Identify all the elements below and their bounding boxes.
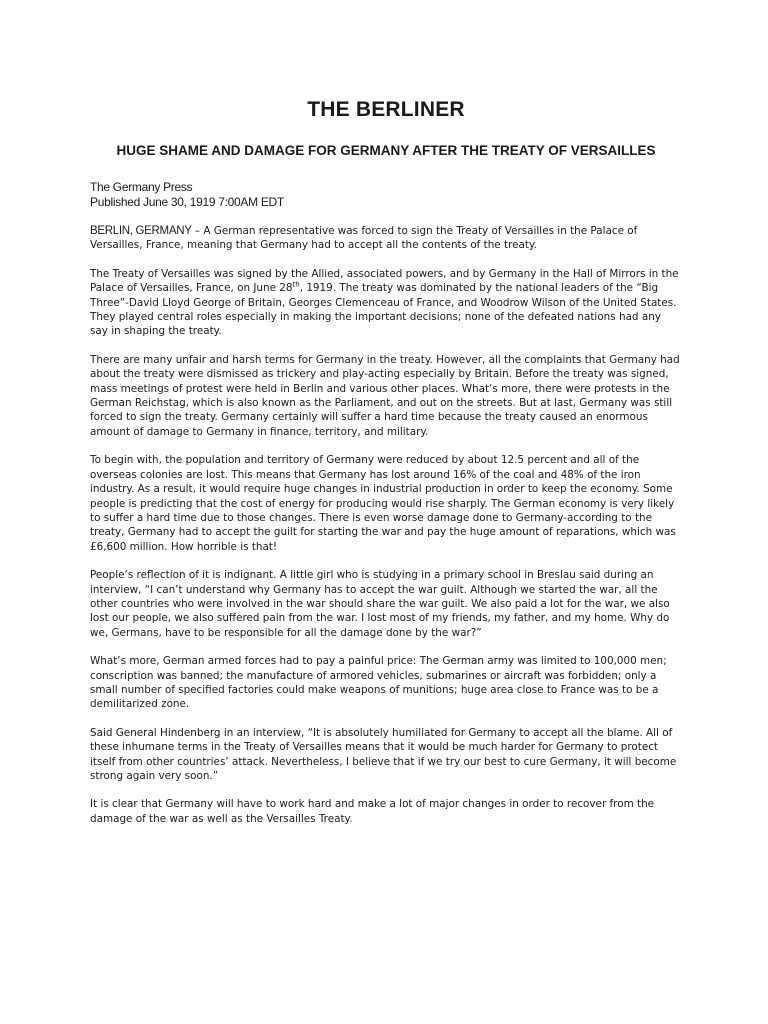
lead-text: – A German representative was forced to sign the Treaty of Versailles in the Palace of Versailles, France, meaning that Germany had to accept all the contents of the treaty. [90,225,638,252]
masthead: THE BERLINER [307,98,465,121]
paragraph-2-part-a: The Treaty of Versailles was signed by the Allied, associated powers, and by Germany in the Hall of Mirrors in the Palace of Versailles, France, on June 28 [90,267,679,295]
byline-published: Published June 30, 1919 7:00AM EDT [90,195,284,209]
newspaper-page [90,90,682,840]
article-paragraph-4: To begin with, the population and territory of Germany were reduced by about 12.5 percent and all of the overseas colonies are lost. This means that Germany has lost around 16% of the coal and 48% of the iron industry. As a result, it would require huge changes in industrial production in order to keep the economy. Some people is predicting that the cost of energy for producing would rise sharply. The German economy is very likely to suffer a hard time due to those changes. There is even worse damage done to Germany-according to the treaty, Germany had to accept the guilt for starting the war and pay the huge amount of reparations, which was £6,600 million. How horrible is that! [90,454,676,553]
article-paragraph-3: There are many unfair and harsh terms for Germany in the treaty. However, all the complaints that Germany had about the treaty were dismissed as trickery and play-acting especially by Britain. Before the treaty was signed, mass meetings of protest were held in Berlin and various other places. What’s more, there were protests in the German Reichstag, which is also known as the Parliament, and out on the streets. But at last, Germany was still forced to sign the treaty. Germany certainly will suffer a hard time because the treaty caused an enormous amount of damage to Germany in finance, territory, and military. [90,353,680,438]
paragraph-2-part-b: , 1919. The treaty was dominated by the national leaders of the “Big Three”-David Lloyd George of Britain, Georges Clemenceau of France, and Woodrow Wilson of the United States. They played central roles especially in making the important decisions; none of the defeated nations had any say in shaping the treaty. [90,282,677,338]
article-paragraph-7: Said General Hindenberg in an interview, “It is absolutely humiliated for Germany to accept all the blame. All of these inhumane terms in the Treaty of Versailles means that it would be much harder for Germany to protect itself from other countries’ attack. Nevertheless, I believe that if we try our best to cure Germany, it will become strong again very soon.” [90,726,677,782]
dateline: BERLIN, GERMANY [90,225,192,237]
article-paragraph-5: People’s reflection of it is indignant. A little girl who is studying in a primary school in Breslau said during an interview, “I can’t understand why Germany has to accept the war guilt. Although we started the war, all the other countries who were involved in the war should share the war guilt. We also paid a lot for the war, we also lost our people, we also suffered pain from the war. I lost most of my friends, my father, and my home. Why do we, Germans, have to be responsible for all the damage done by the war?” [90,569,670,639]
article-paragraph-lead [90,224,682,253]
ordinal-suffix: th [292,280,300,289]
article-headline: HUGE SHAME AND DAMAGE FOR GERMANY AFTER THE TREATY OF VERSAILLES [116,143,656,158]
article-paragraph-8: It is clear that Germany will have to work hard and make a lot of major changes in order to recover from the damage of the war as well as the Versailles Treaty. [90,798,655,825]
byline-source: The Germany Press [90,180,193,194]
byline [90,180,682,210]
article-paragraph-2 [90,267,682,339]
article-paragraph-6: What’s more, German armed forces had to pay a painful price: The German army was limited to 100,000 men; conscription was banned; the manufacture of armored vehicles, submarines or aircraft was forbidden; only a small number of specified factories could make weapons of munitions; huge area close to France was to be a demilitarized zone. [90,655,667,711]
